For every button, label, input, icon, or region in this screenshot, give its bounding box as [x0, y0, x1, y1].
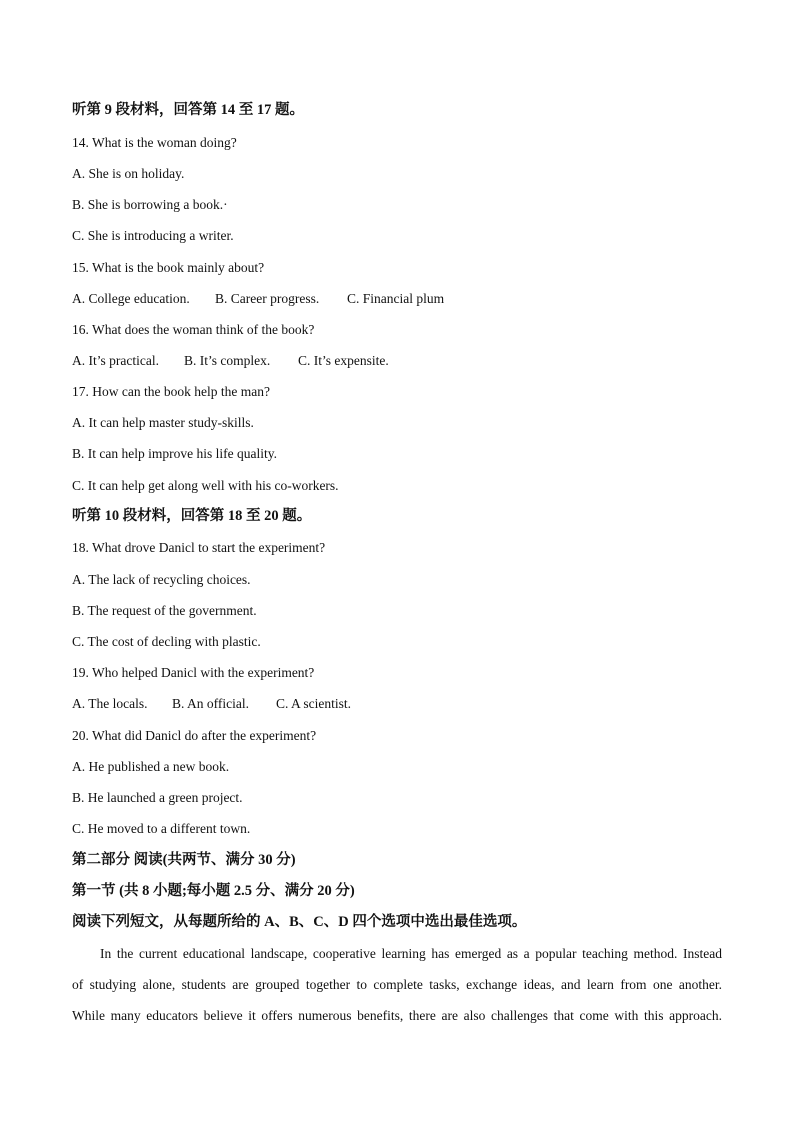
- question-19-option-a: A. The locals.: [72, 696, 148, 711]
- question-15-options: [72, 290, 444, 308]
- question-18-option-c: C. The cost of decling with plastic.: [72, 634, 261, 649]
- question-19-option-c: C. A scientist.: [276, 696, 352, 711]
- question-20-option-a: A. He published a new book.: [72, 759, 230, 774]
- question-14: 14. What is the woman doing?: [72, 135, 237, 150]
- question-17-option-c: C. It can help get along well with his co-workers.: [72, 478, 339, 493]
- passage-line-2: of studying alone, students are grouped together to complete tasks, exchange ideas, and learn from one another.: [72, 977, 722, 992]
- part-2-subheading: 第一节 (共 8 小题;每小题 2.5 分、满分 20 分): [72, 883, 355, 899]
- question-18-option-b: B. The request of the government.: [72, 603, 257, 618]
- question-14-option-a: A. She is on holiday.: [72, 166, 185, 181]
- question-15: 15. What is the book mainly about?: [72, 260, 265, 275]
- question-18: 18. What drove Danicl to start the experiment?: [72, 540, 326, 555]
- question-18-option-a: A. The lack of recycling choices.: [72, 572, 251, 587]
- question-15-option-b: B. Career progress.: [215, 291, 320, 306]
- question-19-option-b: B. An official.: [172, 696, 249, 711]
- question-14-option-c: C. She is introducing a writer.: [72, 228, 234, 243]
- question-19-options: [72, 695, 351, 713]
- question-20: 20. What did Danicl do after the experiment?: [72, 728, 317, 743]
- question-17-option-a: A. It can help master study-skills.: [72, 415, 254, 430]
- question-20-option-c: C. He moved to a different town.: [72, 821, 251, 836]
- question-16-option-a: A. It’s practical.: [72, 353, 159, 368]
- passage-line-3: While many educators believe it offers numerous benefits, there are also challenges that come with this approach.: [72, 1008, 722, 1023]
- section-10-heading: 听第 10 段材料，回答第 18 至 20 题。: [72, 508, 312, 524]
- question-16-option-c: C. It’s expensite.: [298, 353, 389, 368]
- passage-line-1: In the current educational landscape, cooperative learning has emerged as a popular teaching method. Instead: [100, 946, 722, 961]
- question-20-option-b: B. He launched a green project.: [72, 790, 243, 805]
- question-16-options: [72, 352, 389, 370]
- question-19: 19. Who helped Danicl with the experiment?: [72, 665, 315, 680]
- question-16-option-b: B. It’s complex.: [184, 353, 271, 368]
- reading-instruction: 阅读下列短文，从每题所给的 A、B、C、D 四个选项中选出最佳选项。: [72, 914, 527, 930]
- part-2-heading: 第二部分 阅读(共两节、满分 30 分): [72, 852, 296, 868]
- section-9-heading: 听第 9 段材料，回答第 14 至 17 题。: [72, 102, 304, 118]
- question-14-option-b: B. She is borrowing a book.·: [72, 197, 228, 212]
- question-16: 16. What does the woman think of the book?: [72, 322, 315, 337]
- question-15-option-a: A. College education.: [72, 291, 190, 306]
- question-17-option-b: B. It can help improve his life quality.: [72, 446, 277, 461]
- question-15-option-c: C. Financial plum: [347, 291, 445, 306]
- question-17: 17. How can the book help the man?: [72, 384, 270, 399]
